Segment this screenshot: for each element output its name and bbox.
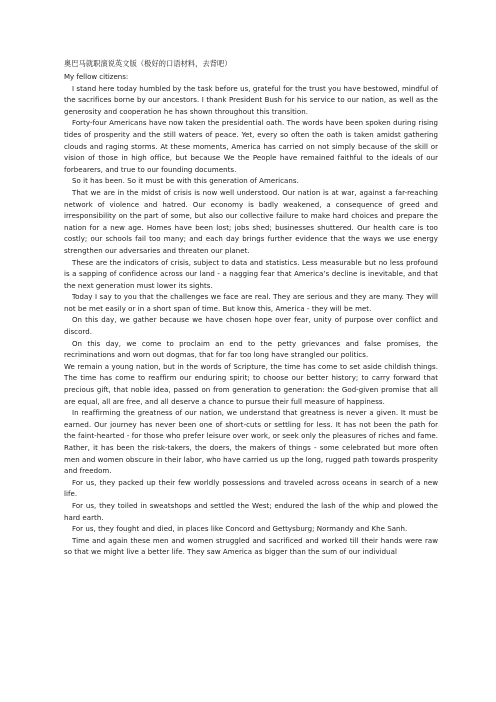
paragraph: So it has been. So it must be with this generation of Americans. bbox=[72, 177, 299, 186]
paragraph: We remain a young nation, but in the words of Scripture, the time has come to set aside childish things. The time has come to reaffirm our enduring spirit; to choose our better history; to carry forward that precious gift, that noble idea, passed on from generation to generation: the God-given promise that all are equal, all are free, and all deserve a chance to pursue their full measure of happiness. bbox=[64, 362, 438, 406]
paragraph: For us, they toiled in sweatshops and settled the West; endured the lash of the whip and plowed the hard earth. bbox=[64, 501, 438, 522]
paragraph: On this day, we gather because we have chosen hope over fear, unity of purpose over conflict and discord. bbox=[64, 316, 438, 337]
paragraph: Forty-four Americans have now taken the presidential oath. The words have been spoken during rising tides of prosperity and the still waters of peace. Yet, every so often the oath is taken amidst gathering clouds and raging storms. At these moments, America has carried on not simply because of the skill or vision of those in high office, but because We the People have remained faithful to the ideals of our forbearers, and true to our founding documents. bbox=[64, 119, 438, 174]
document-title: 奥巴马就职演说英文版（极好的口语材料，去背吧） bbox=[64, 59, 232, 68]
speech-body bbox=[64, 84, 438, 559]
paragraph: Today I say to you that the challenges we face are real. They are serious and they are many. They will not be met easily or in a short span of time. But know this, America - they will be met. bbox=[64, 293, 438, 313]
paragraph: In reaffirming the greatness of our nation, we understand that greatness is never a given. It must be earned. Our journey has never been one of short-cuts or settling for less. It has not been the path for the faint-hearted - for those who prefer leisure over work, or seek only the pleasures of riches and fame. Rather, it has been the risk-takers, the doers, the makers of things - some celebrated but more often men and women obscure in their labor, who have carried us up the long, rugged path towards prosperity and freedom. bbox=[64, 409, 438, 476]
paragraph: For us, they fought and died, in places like Concord and Gettysburg; Normandy and Khe Sanh. bbox=[72, 525, 408, 534]
paragraph: I stand here today humbled by the task before us, grateful for the trust you have bestowed, mindful of the sacrifices borne by our ancestors. I thank President Bush for his service to our nation, as well as the generosity and cooperation he has shown throughout this transition. bbox=[64, 84, 438, 116]
paragraph: These are the indicators of crisis, subject to data and statistics. Less measurable but no less profound is a sapping of confidence across our land - a nagging fear that America’s decline is inevitable, and that the next generation must lower its sights. bbox=[64, 258, 438, 290]
paragraph: For us, they packed up their few worldly possessions and traveled across oceans in search of a new life. bbox=[64, 478, 438, 499]
paragraph: Time and again these men and women struggled and sacrificed and worked till their hands were raw so that we might live a better life. They saw America as bigger than the sum of our individual bbox=[64, 536, 438, 557]
paragraph: On this day, we come to proclaim an end to the petty grievances and false promises, the recriminations and worn out dogmas, that for far too long have strangled our politics. bbox=[64, 339, 438, 360]
paragraph: That we are in the midst of crisis is now well understood. Our nation is at war, against a far-reaching network of violence and hatred. Our economy is badly weakened, a consequence of greed and irresponsibility on the part of some, but also our collective failure to make hard choices and prepare the nation for a new age. Homes have been lost; jobs shed; businesses shuttered. Our health care is too costly; our schools fail too many; and each day brings further evidence that the ways we use energy strengthen our adversaries and threaten our planet. bbox=[64, 188, 438, 255]
salutation: My fellow citizens: bbox=[64, 73, 129, 81]
